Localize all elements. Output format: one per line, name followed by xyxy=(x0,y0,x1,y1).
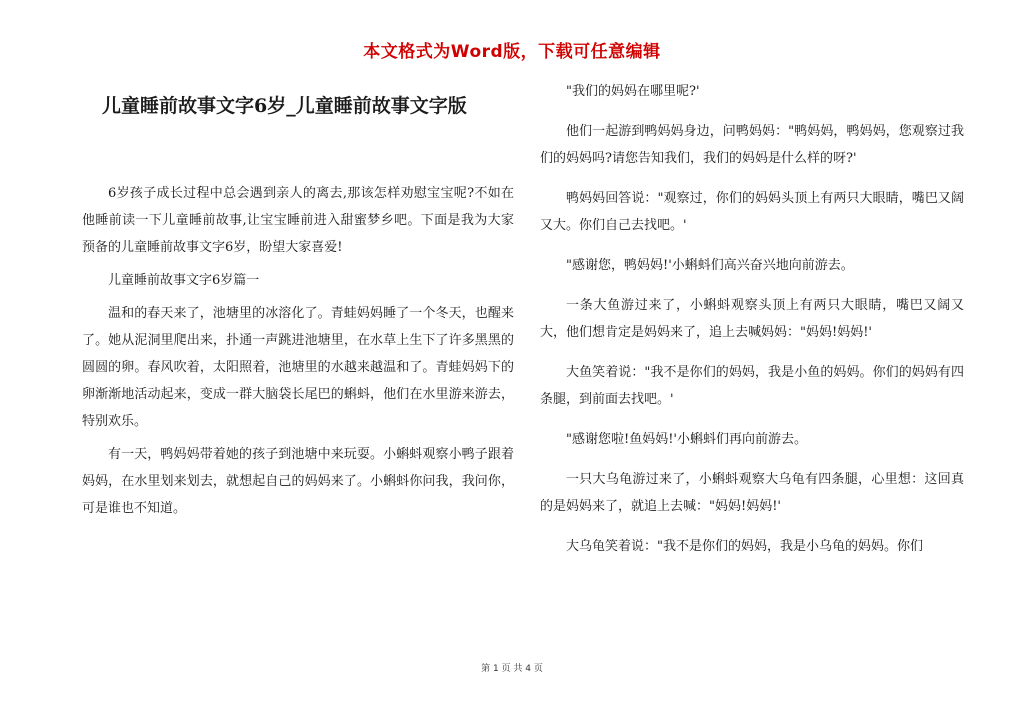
story-paragraph: 他们一起游到鸭妈妈身边，问鸭妈妈："鸭妈妈，鸭妈妈，您观察过我们的妈妈吗?请您告知我们，我们的妈妈是什么样的呀?' xyxy=(540,124,964,166)
story-paragraph: "感谢您，鸭妈妈!'小蝌蚪们高兴奋兴地向前游去。 xyxy=(566,258,854,273)
document-title: 儿童睡前故事文字6岁_儿童睡前故事文字版 xyxy=(102,95,467,117)
intro-paragraph: 6岁孩子成长过程中总会遇到亲人的离去,那该怎样劝慰宝宝呢?不如在他睡前读一下儿童睡前故事,让宝宝睡前进入甜蜜梦乡吧。下面是我为大家预备的儿童睡前故事文字6岁，盼望大家喜爱! xyxy=(82,186,514,255)
page-number: 第 1 页 共 4 页 xyxy=(481,664,543,674)
story-paragraph: 一条大鱼游过来了，小蝌蚪观察头顶上有两只大眼睛，嘴巴又阔又大，他们想肯定是妈妈来了，追上去喊妈妈："妈妈!妈妈!' xyxy=(540,298,964,340)
section-heading: 儿童睡前故事文字6岁篇一 xyxy=(108,273,260,288)
story-paragraph: 温和的春天来了，池塘里的冰溶化了。青蛙妈妈睡了一个冬天，也醒来了。她从泥洞里爬出来，扑通一声跳进池塘里，在水草上生下了许多黑黑的圆圆的卵。春风吹着，太阳照着，池塘里的水越来越温和了。青蛙妈妈下的卵渐渐地活动起来，变成一群大脑袋长尾巴的蝌蚪，他们在水里游来游去，特别欢乐。 xyxy=(82,306,514,429)
story-paragraph: "我们的妈妈在哪里呢?' xyxy=(566,84,700,99)
right-column xyxy=(540,78,964,560)
story-paragraph: "感谢您啦!鱼妈妈!'小蝌蚪们再向前游去。 xyxy=(566,432,808,447)
left-column xyxy=(82,180,514,522)
story-paragraph: 一只大乌龟游过来了，小蝌蚪观察大乌龟有四条腿，心里想：这回真的是妈妈来了，就追上去喊："妈妈!妈妈!' xyxy=(540,472,964,514)
story-paragraph: 鸭妈妈回答说："观察过，你们的妈妈头顶上有两只大眼睛，嘴巴又阔又大。你们自己去找吧。' xyxy=(540,191,964,233)
story-paragraph: 大鱼笑着说："我不是你们的妈妈，我是小鱼的妈妈。你们的妈妈有四条腿，到前面去找吧。' xyxy=(540,365,964,407)
download-banner: 本文格式为Word版，下载可任意编辑 xyxy=(363,42,661,62)
story-paragraph: 有一天，鸭妈妈带着她的孩子到池塘中来玩耍。小蝌蚪观察小鸭子跟着妈妈，在水里划来划去，就想起自己的妈妈来了。小蝌蚪你问我，我问你，可是谁也不知道。 xyxy=(82,447,514,516)
story-paragraph: 大乌龟笑着说："我不是你们的妈妈，我是小乌龟的妈妈。你们 xyxy=(566,539,923,554)
